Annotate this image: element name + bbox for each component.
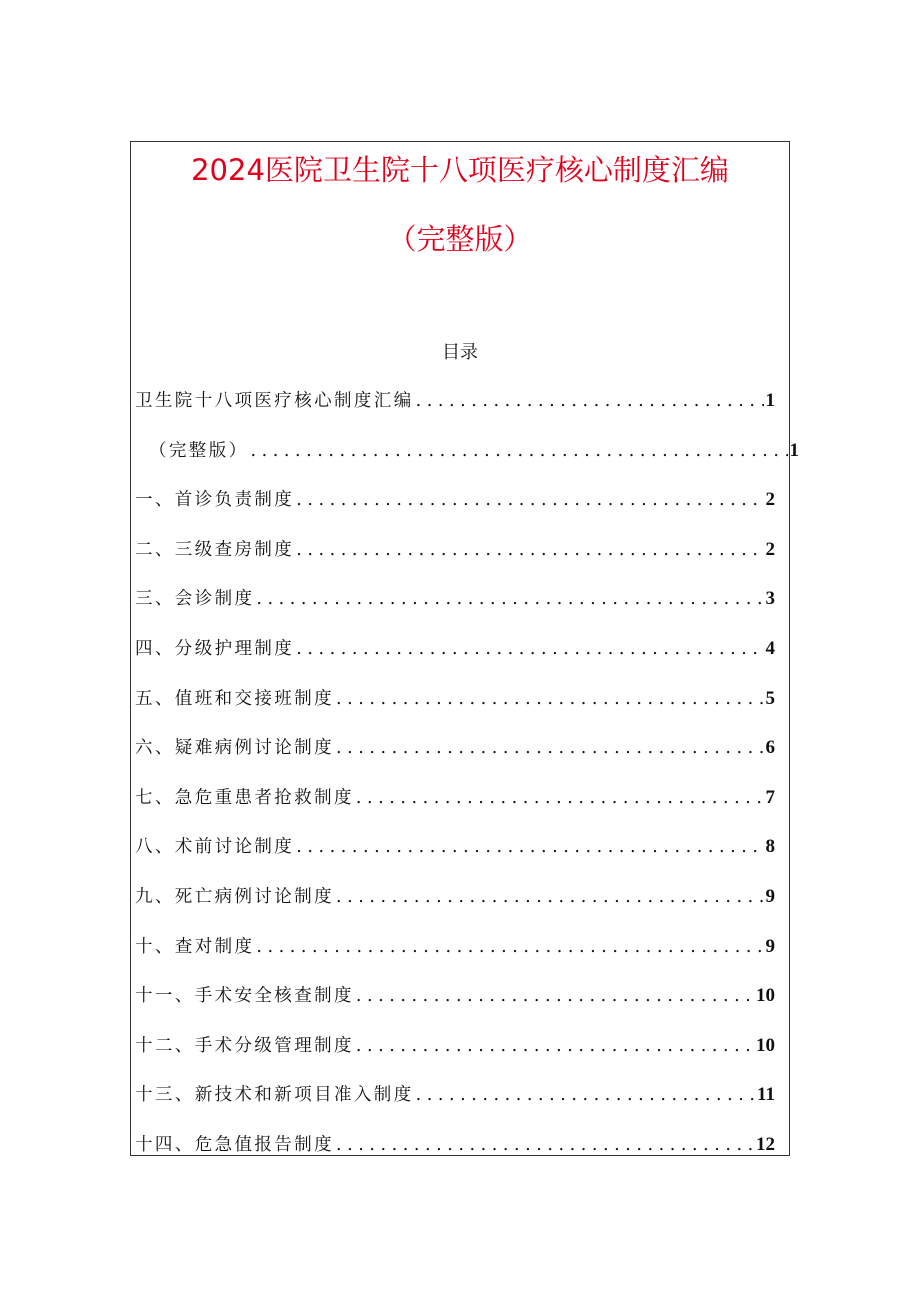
toc-entry[interactable] [135, 734, 775, 784]
toc-entry-label: 十二、手术分级管理制度 [135, 1035, 354, 1056]
toc-entry-page: 3 [765, 588, 775, 610]
document-frame [130, 141, 799, 1156]
toc-entry[interactable] [135, 1032, 775, 1082]
toc-entry-page: 9 [765, 935, 775, 957]
toc-entry-page: 1 [789, 439, 799, 461]
toc-entry-label: 十三、新技术和新项目准入制度 [135, 1085, 414, 1106]
toc-heading: 目录 [442, 342, 478, 363]
toc-entry-page: 8 [765, 836, 775, 858]
toc-leader-dots [336, 1135, 754, 1155]
toc-entry-page: 11 [757, 1084, 775, 1106]
toc-leader-dots [256, 589, 763, 609]
toc-entry-label: 十一、手术安全核查制度 [135, 986, 354, 1007]
table-of-contents [135, 387, 799, 1181]
toc-entry[interactable] [135, 883, 775, 933]
toc-entry-page: 10 [756, 1034, 775, 1056]
toc-entry-page: 1 [765, 390, 775, 411]
toc-entry-label: 七、急危重患者抢救制度 [135, 787, 354, 808]
toc-entry-label: 九、死亡病例讨论制度 [135, 886, 334, 907]
toc-leader-dots [336, 689, 764, 709]
toc-entry[interactable] [135, 784, 775, 834]
toc-entry-page: 10 [756, 985, 775, 1007]
document-title: 2024医院卫生院十八项医疗核心制度汇编 [191, 153, 729, 187]
toc-entry[interactable] [135, 933, 775, 983]
toc-leader-dots [416, 1085, 755, 1105]
toc-entry-label: 十四、危急值报告制度 [135, 1134, 334, 1155]
toc-entry[interactable] [135, 635, 775, 685]
toc-entry[interactable] [135, 982, 775, 1032]
toc-entry-label: 二、三级查房制度 [135, 539, 295, 560]
toc-entry[interactable] [135, 1081, 775, 1131]
toc-entry[interactable] [135, 585, 775, 635]
toc-entry-label: 卫生院十八项医疗核心制度汇编 [135, 391, 414, 411]
toc-entry[interactable] [135, 486, 775, 536]
toc-leader-dots [336, 738, 764, 758]
toc-entry-label: 一、首诊负责制度 [135, 490, 295, 511]
toc-entry-page: 6 [765, 737, 775, 759]
toc-entry[interactable] [135, 685, 775, 735]
toc-entry-label: 四、分级护理制度 [135, 638, 295, 659]
toc-entry-page: 4 [765, 637, 775, 659]
toc-entry[interactable] [135, 1131, 775, 1181]
document-subtitle: （完整版） [387, 222, 533, 256]
toc-entry[interactable] [135, 536, 775, 586]
toc-entry-label: 三、会诊制度 [135, 589, 255, 610]
toc-leader-dots [296, 837, 763, 857]
toc-leader-dots [356, 788, 764, 808]
toc-entry-page: 2 [765, 538, 775, 560]
toc-leader-dots [251, 441, 788, 461]
toc-leader-dots [296, 639, 763, 659]
toc-leader-dots [296, 540, 763, 560]
toc-leader-dots [336, 887, 764, 907]
toc-leader-dots [356, 986, 754, 1006]
toc-entry-label: 八、术前讨论制度 [135, 837, 295, 858]
toc-leader-dots [296, 490, 763, 510]
toc-entry-label: （完整版） [149, 440, 249, 461]
toc-entry-label: 五、值班和交接班制度 [135, 688, 334, 709]
toc-entry-page: 5 [765, 687, 775, 709]
toc-entry-label: 十、查对制度 [135, 936, 255, 957]
toc-entry-page: 12 [756, 1133, 775, 1155]
toc-entry-page: 9 [765, 885, 775, 907]
toc-entry[interactable] [135, 387, 775, 437]
toc-entry-label: 六、疑难病例讨论制度 [135, 738, 334, 759]
toc-leader-dots [256, 937, 763, 957]
toc-entry-page: 2 [765, 489, 775, 511]
toc-leader-dots [356, 1036, 754, 1056]
toc-entry-page: 7 [765, 786, 775, 808]
toc-leader-dots [416, 391, 764, 411]
toc-entry[interactable] [135, 833, 775, 883]
toc-entry[interactable] [135, 437, 799, 487]
